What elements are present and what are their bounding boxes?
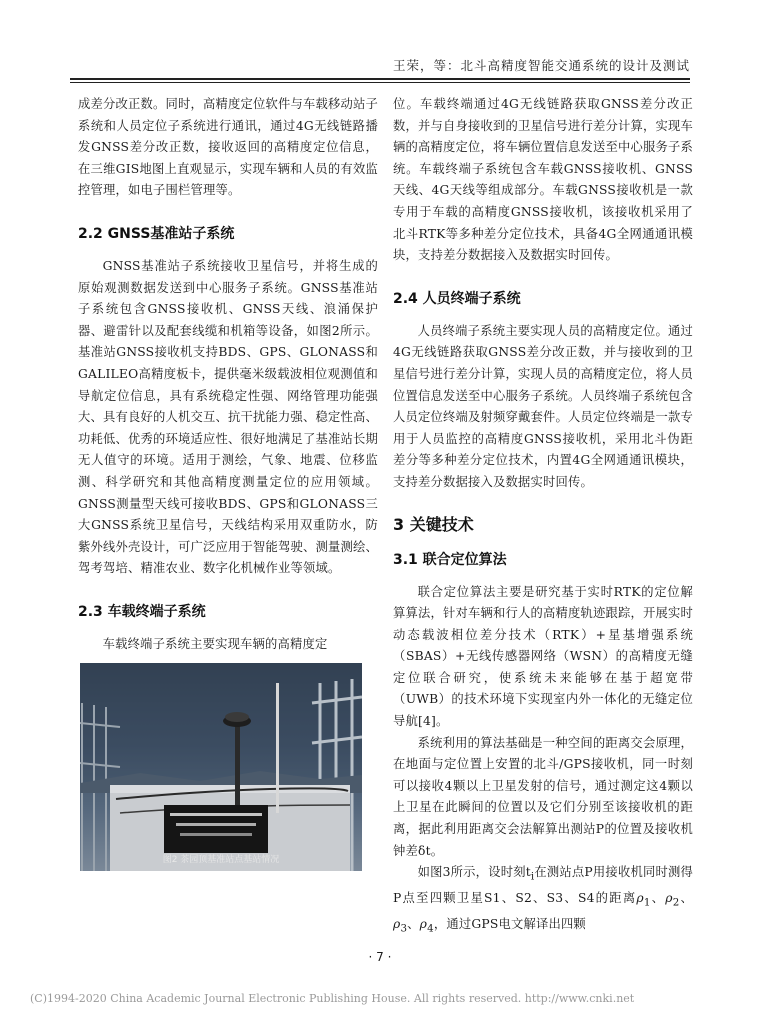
separator: 、 [650, 891, 666, 906]
left-column [78, 94, 378, 871]
rho-symbol: ρ [636, 891, 644, 906]
rho-symbol: ρ [419, 917, 428, 932]
paragraph-vehicle-terminal-continued: 位。车载终端通过4G无线链路获取GNSS差分改正数，并与自身接收到的卫星信号进行差分计算，实现车辆的高精度定位，将车辆位置信息发送至中心服务子系统。车载终端子系统包含车载GNSS接收机、GNSS天线、4G天线等组成部分。车载GNSS接收机是一款专用于车载的高精度GNSS接收机，该接收机采用了北斗RTK等多种差分定位技术，具备4G全网通通讯模块，支持差分数据接入及数据实时回传。 [393, 97, 693, 263]
section-heading-2-2: 2.2 GNSS基准站子系统 [78, 225, 235, 242]
paragraph-continued: 成差分改正数。同时，高精度定位软件与车载移动站子系统和人员定位子系统进行通讯，通过4G无线链路播发GNSS差分改正数，接收返回的高精度定位信息，在三维GIS地图上直观显示，实现车辆和人员的有效监控管理，如电子围栏管理等。 [78, 97, 378, 198]
paragraph-distance-intersection: 系统利用的算法基础是一种空间的距离交会原理，在地面与定位置上安置的北斗/GPS接收机，同一时刻可以接收4颗以上卫星发射的信号，通过测定这4颗以上卫星在此瞬间的位置以及它们分别至该接收机的距离，据此利用距离交会法解算出测站P的位置及接收机钟差δt。 [393, 735, 693, 858]
running-header: 王荣，等：北斗高精度智能交通系统的设计及测试 [392, 58, 690, 73]
subscript-2: 2 [672, 896, 680, 909]
paragraph-base-station: GNSS基准站子系统接收卫星信号，并将生成的原始观测数据发送到中心服务子系统。GNSS基准站子系统包含GNSS接收机、GNSS天线、浪涌保护器、避雷针以及配套线缆和机箱等设备，如图2所示。基准站GNSS接收机支持BDS、GPS、GLONASS和GALILEO高精度板卡，提供毫米级载波相位观测值和导航定位信息，具有系统稳定性强、网络管理功能强大、具有良好的人机交互、抗干扰能力强、稳定性高、功耗低、优秀的环境适应性、很好地满足了基准站长期无人值守的环境。适用于测绘，气象、地震、位移监测、科学研究和其他高精度测量定位的应用领域。GNSS测量型天线可接收BDS、GPS和GLONASS三大GNSS系统卫星信号，天线结构采用双重防水，防紫外线外壳设计，可广泛应用于智能驾驶、测量测绘、驾考驾培、精准农业、数字化机械作业等领域。 [78, 258, 378, 576]
section-heading-2-3: 2.3 车载终端子系统 [78, 603, 206, 620]
rho-symbol: ρ [393, 917, 401, 932]
rho-symbol: ρ [665, 891, 673, 906]
text-run: 如图3所示，设时刻t [417, 865, 531, 880]
text-run: 在测站点P用接收机同时测得P点至四颗卫星S1、S2、S3、S4的距离 [393, 865, 693, 906]
subscript-1: 1 [643, 896, 651, 909]
header-rule-thick [70, 78, 690, 80]
text-run: ，通过GPS电文解译出四颗 [433, 917, 586, 932]
subscript-3: 3 [400, 922, 408, 935]
paragraph-figure-3-reference [393, 862, 693, 940]
base-station-photo-illustration [80, 663, 362, 871]
paragraph-personnel-terminal: 人员终端子系统主要实现人员的高精度定位。通过4G无线链路获取GNSS差分改正数，并与接收到的卫星信号进行差分计算，实现人员的高精度定位，将人员位置信息发送至中心服务子系统。人员终端子系统包含人员定位终端及射频穿戴套件。人员定位终端是一款专用于人员监控的高精度GNSS接收机，采用北斗伪距差分等多种差分定位技术，内置4G全网通通讯模块，支持差分数据接入及数据实时回传。 [393, 323, 693, 489]
paragraph-joint-positioning: 联合定位算法主要是研究基于实时RTK的定位解算算法，针对车辆和行人的高精度轨迹跟踪，开展实时动态载波相位差分技术（RTK）+星基增强系统（SBAS）+无线传感器网络（WSN）的高精度无缝定位联合研究，使系统未来能够在基于超宽带（UWB）的技术环境下实现室内外一体化的无缝定位导航[4]。 [393, 584, 693, 729]
section-heading-2-4: 2.4 人员终端子系统 [393, 290, 521, 307]
section-heading-3-1: 3.1 联合定位算法 [393, 551, 507, 568]
page-number: · 7 · [368, 950, 392, 964]
separator: 、 [407, 917, 420, 932]
section-heading-3: 3 关键技术 [393, 514, 474, 534]
subscript-4: 4 [427, 922, 434, 935]
figure-2-photo [80, 663, 362, 871]
copyright-line: (C)1994-2020 China Academic Journal Electronic Publishing House. All rights reserved. http://www.cnki.net [30, 992, 635, 1005]
figure-2-caption: 图2 茶园顶基准站点基站情况 [162, 855, 280, 866]
subscript-i: i [530, 870, 535, 883]
right-column [393, 94, 693, 940]
header-rule-thin [70, 82, 690, 83]
paragraph-vehicle-terminal-start: 车载终端子系统主要实现车辆的高精度定 [102, 636, 328, 651]
separator: 、 [679, 891, 694, 906]
